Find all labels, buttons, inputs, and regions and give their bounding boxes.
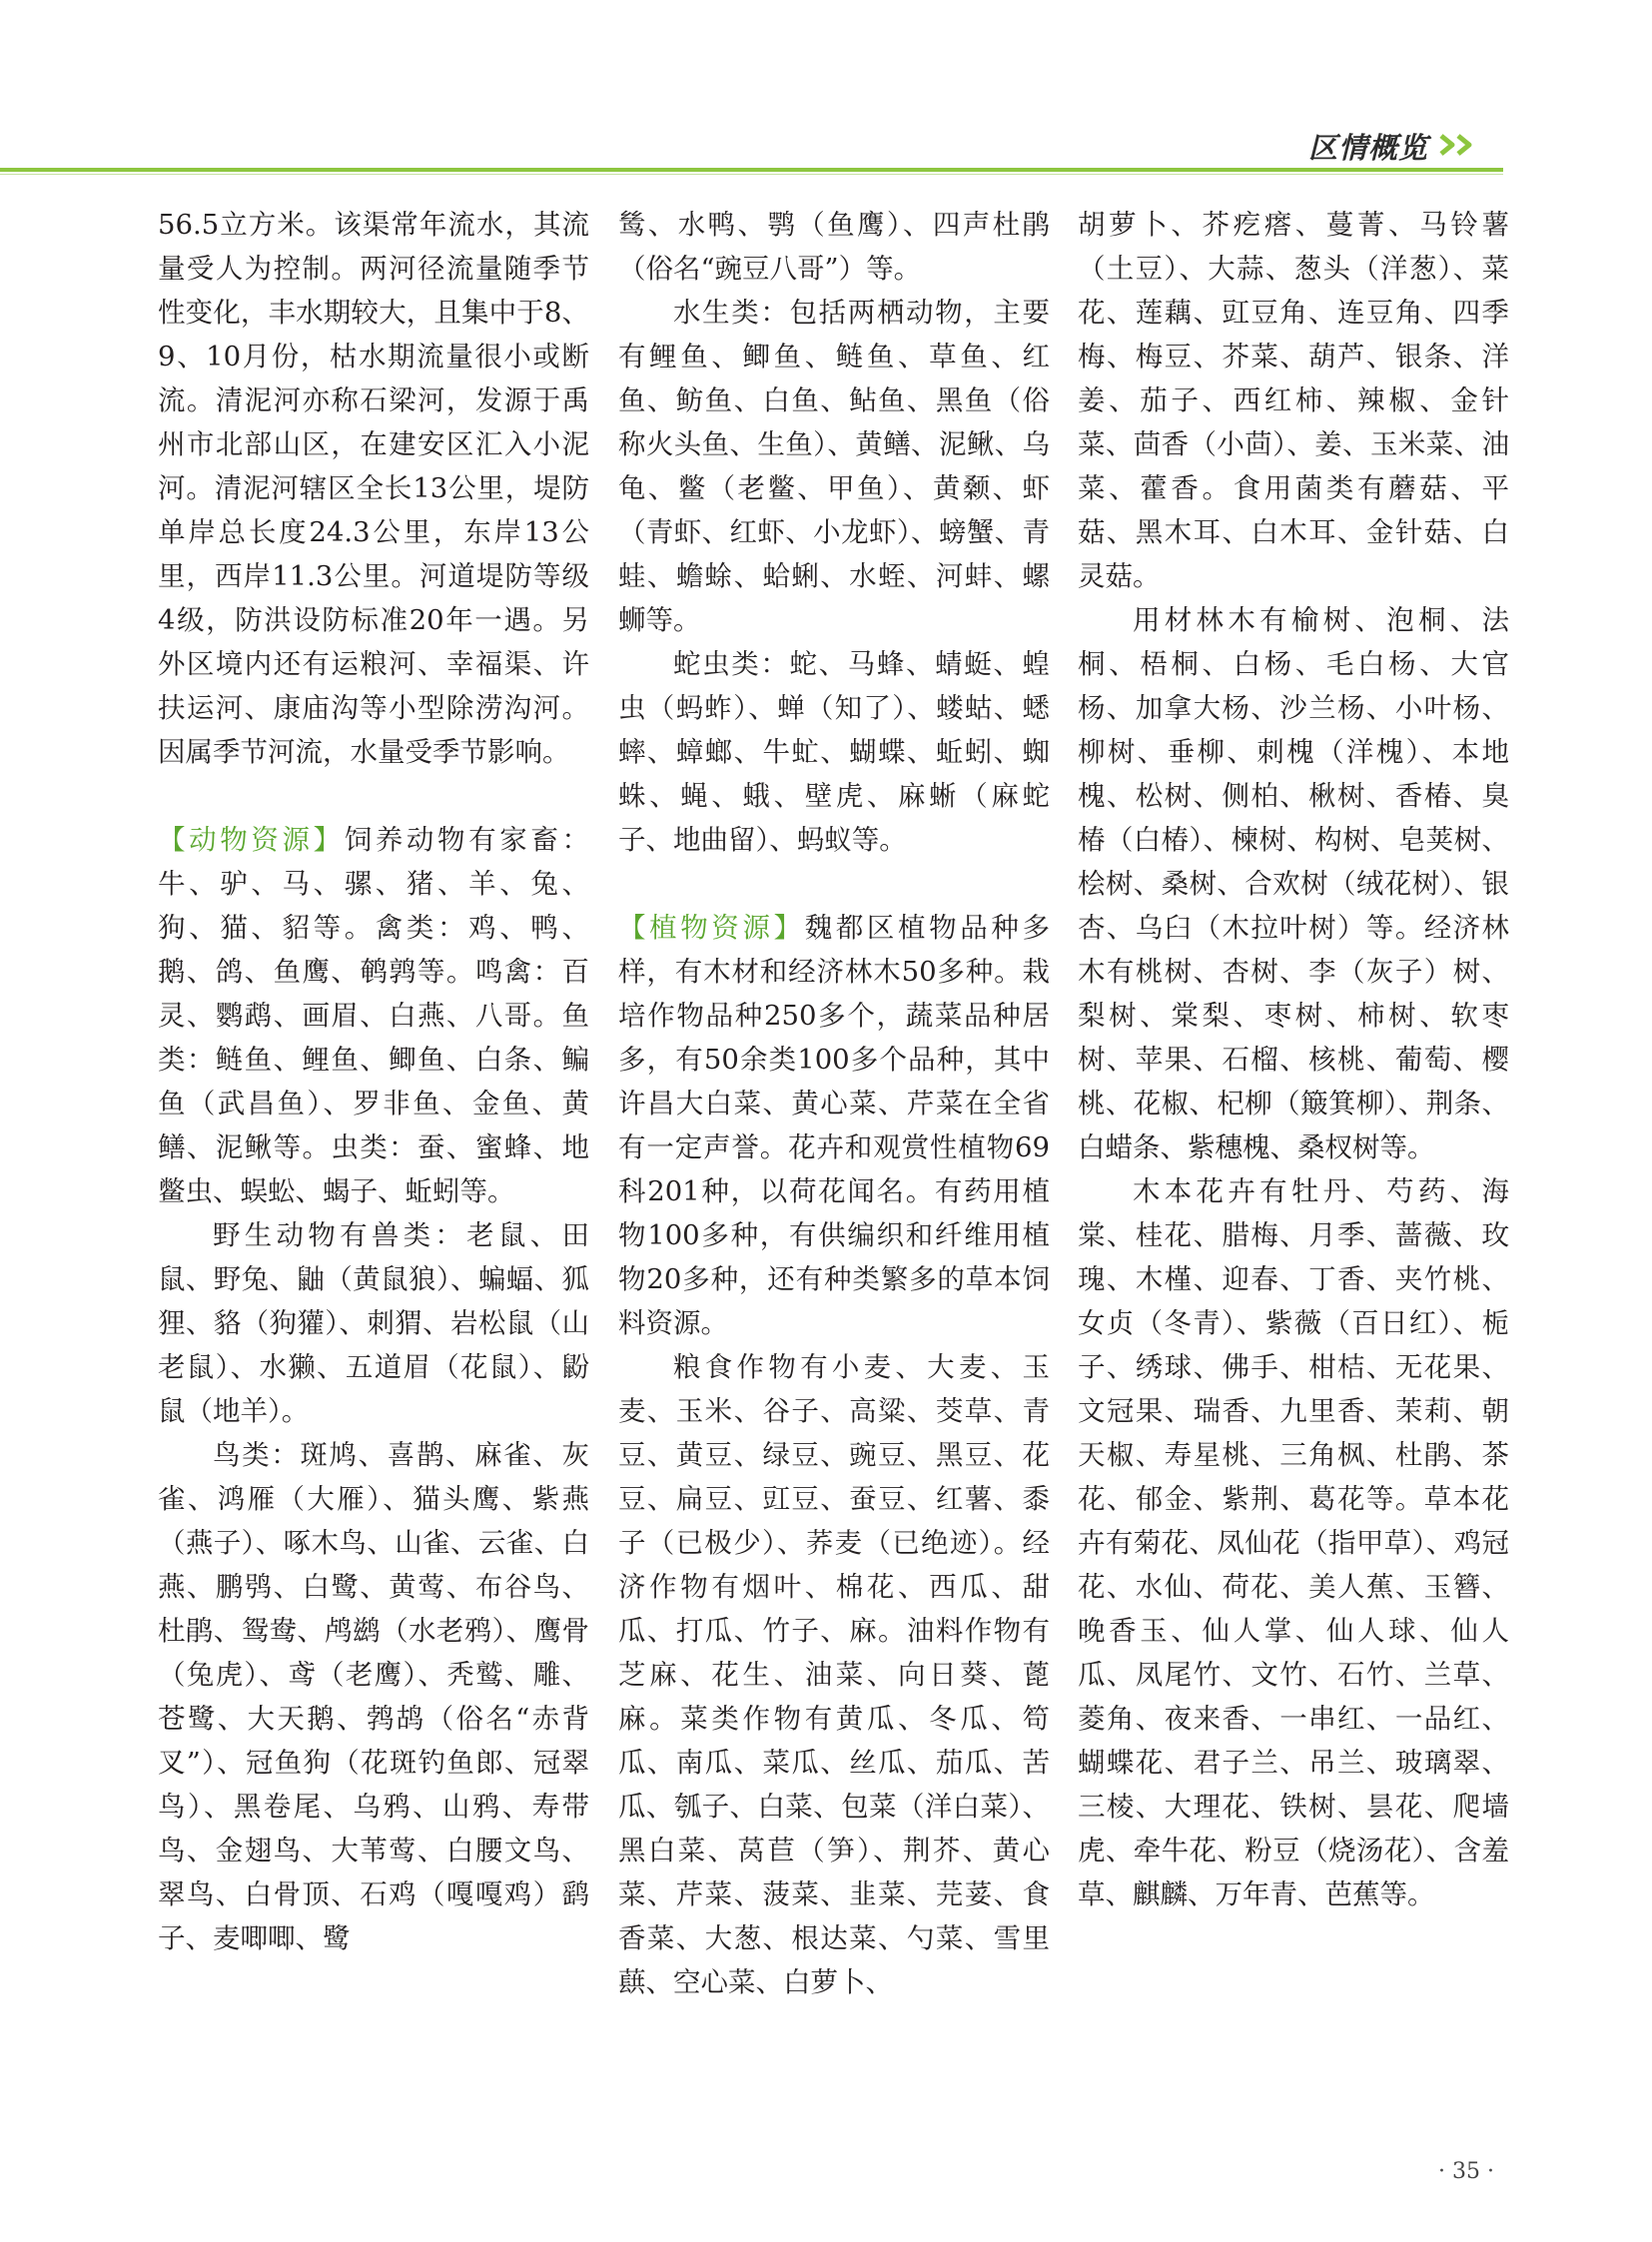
paragraph-plant-resources [618, 906, 1050, 1345]
header-rule [0, 168, 1503, 172]
section-heading-plant-resources: 【植物资源】 [618, 912, 805, 944]
paragraph: 野生动物有兽类：老鼠、田鼠、野兔、鼬（黄鼠狼）、蝙蝠、狐狸、貉（狗獾）、刺猬、岩松鼠（山老鼠）、水獭、五道眉（花鼠）、鼢鼠（地羊）。 [158, 1219, 589, 1427]
header-rule-thin [0, 174, 1503, 175]
section-heading-animal-resources: 【动物资源】 [158, 824, 345, 856]
paragraph: 木本花卉有牡丹、芍药、海棠、桂花、腊梅、月季、蔷薇、玫瑰、木槿、迎春、丁香、夹竹桃、女贞（冬青）、紫薇（百日红）、栀子、绣球、佛手、柑桔、无花果、文冠果、瑞香、九里香、茉莉、朝天椒、寿星桃、三角枫、杜鹃、茶花、郁金、紫荆、葛花等。草本花卉有菊花、凤仙花（指甲草）、鸡冠花、水仙、荷花、美人蕉、玉簪、晚香玉、仙人掌、仙人球、仙人瓜、凤尾竹、文竹、石竹、兰草、菱角、夜来香、一串红、一品红、蝴蝶花、君子兰、吊兰、玻璃翠、三棱、大理花、铁树、昙花、爬墙虎、牵牛花、粉豆（烧汤花）、含羞草、麒麟、万年青、芭蕉等。 [1078, 1175, 1509, 1910]
paragraph: 粮食作物有小麦、大麦、玉麦、玉米、谷子、高粱、茭草、青豆、黄豆、绿豆、豌豆、黑豆、花豆、扁豆、豇豆、蚕豆、红薯、黍子（已极少）、荞麦（已绝迹）。经济作物有烟叶、棉花、西瓜、甜瓜、打瓜、竹子、麻。油料作物有芝麻、花生、油菜、向日葵、蓖麻。菜类作物有黄瓜、冬瓜、笱瓜、南瓜、菜瓜、丝瓜、茄瓜、苦瓜、瓠子、白菜、包菜（洋白菜）、黑白菜、莴苣（笋）、荆芥、黄心菜、芹菜、菠菜、韭菜、芫荽、食香菜、大葱、根达菜、勺菜、雪里蕻、空心菜、白萝卜、 [618, 1351, 1050, 1998]
page-number: · 35 · [1438, 2159, 1494, 2184]
paragraph: 鸶、水鸭、鹗（鱼鹰）、四声杜鹃（俗名“豌豆八哥”）等。 [618, 209, 1050, 285]
column-3 [1078, 203, 1509, 1916]
paragraph-body: 魏都区植物品种多样，有木材和经济林木50多种。栽培作物品种250多个，蔬菜品种居多，有50余类100多个品种，其中许昌大白菜、黄心菜、芹菜在全省有一定声誉。花卉和观赏性植物69科201种，以荷花闻名。有药用植物100多种，有供编织和纤维用植物20多种，还有种类繁多的草本饲料资源。 [618, 912, 1051, 1339]
paragraph: 蛇虫类：蛇、马蜂、蜻蜓、蝗虫（蚂蚱）、蝉（知了）、蝼蛄、蟋蟀、蟑螂、牛虻、蝴蝶、蚯蚓、蜘蛛、蝇、蛾、壁虎、麻蜥（麻蛇子、地曲留）、蚂蚁等。 [618, 648, 1050, 856]
column-2 [618, 203, 1050, 2004]
paragraph: 用材林木有榆树、泡桐、法桐、梧桐、白杨、毛白杨、大官杨、加拿大杨、沙兰杨、小叶杨、柳树、垂柳、刺槐（洋槐）、本地槐、松树、侧柏、楸树、香椿、臭椿（白椿）、楝树、构树、皂荚树、桧树、桑树、合欢树（绒花树）、银杏、乌臼（木拉叶树）等。经济林木有桃树、杏树、李（灰子）树、梨树、棠梨、枣树、柿树、软枣树、苹果、石榴、核桃、葡萄、樱桃、花椒、杞柳（簸箕柳）、荆条、白蜡条、紫穗槐、桑杈树等。 [1078, 604, 1509, 1163]
paragraph-body: 饲养动物有家畜：牛、驴、马、骡、猪、羊、兔、狗、猫、貂等。禽类：鸡、鸭、鹅、鸽、鱼鹰、鹌鹑等。鸣禽：百灵、鹦鹉、画眉、白燕、八哥。鱼类：鲢鱼、鲤鱼、鲫鱼、白条、鳊鱼（武昌鱼）、罗非鱼、金鱼、黄鳝、泥鳅等。虫类：蚕、蜜蜂、地鳖虫、蜈蚣、蝎子、蚯蚓等。 [158, 824, 590, 1207]
section-title: 区情概览 [1308, 131, 1429, 165]
paragraph: 胡萝卜、芥疙瘩、蔓菁、马铃薯（土豆）、大蒜、葱头（洋葱）、菜花、莲藕、豇豆角、连豆角、四季梅、梅豆、芥菜、葫芦、银条、洋姜、茄子、西红柿、辣椒、金针菜、茴香（小茴）、姜、玉米菜、油菜、藿香。食用菌类有蘑菇、平菇、黑木耳、白木耳、金针菇、白灵菇。 [1078, 209, 1509, 592]
paragraph: 56.5立方米。该渠常年流水，其流量受人为控制。两河径流量随季节性变化，丰水期较大，且集中于8、9、10月份，枯水期流量很小或断流。清泥河亦称石梁河，发源于禹州市北部山区，在建安区汇入小泥河。清泥河辖区全长13公里，堤防单岸总长度24.3公里，东岸13公里，西岸11.3公里。河道堤防等级4级，防洪设防标准20年一遇。另外区境内还有运粮河、幸福渠、许扶运河、康庙沟等小型除涝沟河。因属季节河流，水量受季节影响。 [158, 209, 589, 768]
paragraph: 水生类：包括两栖动物，主要有鲤鱼、鲫鱼、鲢鱼、草鱼、红鱼、鲂鱼、白鱼、鲇鱼、黑鱼（俗称火头鱼、生鱼）、黄鳝、泥鳅、乌龟、鳖（老鳖、甲鱼）、黄颡、虾（青虾、红虾、小龙虾）、螃蟹、青蛙、蟾蜍、蛤蜊、水蛭、河蚌、螺蛳等。 [618, 297, 1050, 636]
double-chevron-right-icon [1438, 134, 1478, 156]
paragraph-animal-resources [158, 818, 589, 1213]
column-1 [158, 203, 589, 1960]
paragraph: 鸟类：斑鸠、喜鹊、麻雀、灰雀、鸿雁（大雁）、猫头鹰、紫燕（燕子）、啄木鸟、山雀、云雀、白燕、鹏鸮、白鹭、黄莺、布谷鸟、杜鹃、鸳鸯、鸬鹚（水老鸦）、鹰骨（兔虎）、鸢（老鹰）、秃鹫、雕、苍鹭、大天鹅、鹁鸪（俗名“赤背叉”）、冠鱼狗（花斑钓鱼郎、冠翠鸟）、黑卷尾、乌鸦、山鸦、寿带鸟、金翅鸟、大苇莺、白腰文鸟、翠鸟、白骨顶、石鸡（嘎嘎鸡）鹞子、麦唧唧、鹭 [158, 1439, 589, 1954]
